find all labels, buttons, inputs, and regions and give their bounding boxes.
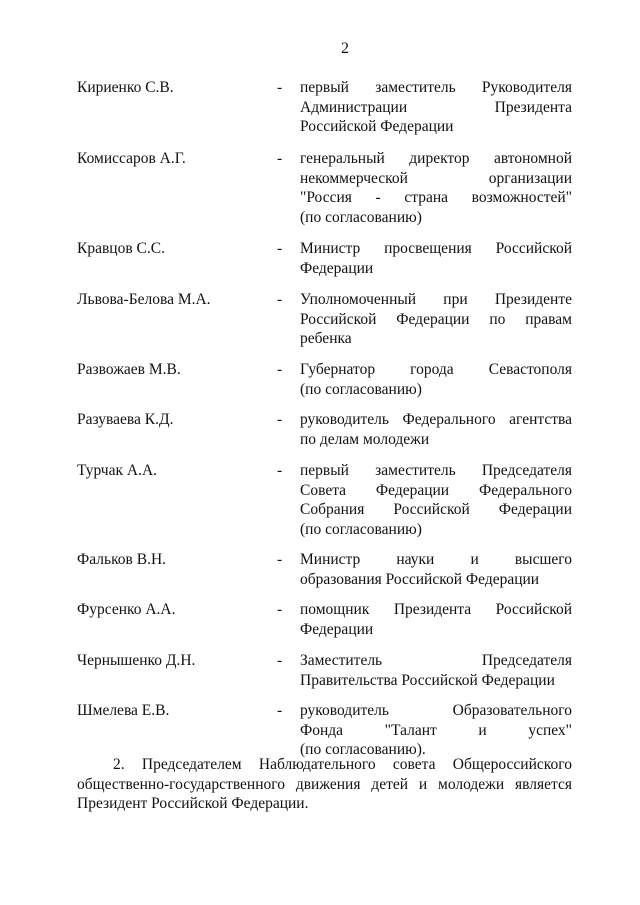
member-row — [77, 78, 572, 149]
role-line: руководитель Образовательного — [300, 702, 572, 719]
member-row — [77, 290, 572, 360]
member-role — [300, 290, 572, 349]
member-dash: - — [277, 291, 283, 308]
role-line: первый заместитель Председателя — [300, 462, 572, 479]
member-row — [77, 651, 572, 701]
member-role — [300, 550, 572, 589]
member-dash: - — [277, 240, 283, 257]
role-line: (по согласованию) — [300, 208, 422, 226]
role-line: руководитель Федерального агентства — [300, 411, 572, 428]
member-name: Чернышенко Д.Н. — [77, 652, 196, 669]
role-line: Российской Федерации — [300, 118, 454, 135]
member-name: Фурсенко А.А. — [77, 601, 176, 618]
role-line: Министр науки и высшего — [300, 551, 572, 568]
role-line: "Россия - страна возможностей" — [300, 189, 572, 206]
member-row — [77, 149, 572, 239]
member-role — [300, 360, 572, 399]
role-line: Федерации — [300, 620, 374, 638]
member-role — [300, 410, 572, 449]
member-name: Разуваева К.Д. — [77, 411, 174, 428]
paragraph-line: Президент Российской Федерации. — [77, 795, 309, 812]
role-line: Федерации — [300, 259, 374, 277]
member-name: Кириенко С.В. — [77, 79, 174, 96]
role-line: Российской Федерации по правам — [300, 310, 572, 328]
role-line: Собрания Российской Федерации — [300, 501, 572, 518]
member-row — [77, 461, 572, 550]
role-line: Фонда "Талант и успех" — [300, 721, 572, 739]
role-line: по делам молодежи — [300, 430, 430, 448]
role-line: Губернатор города Севастополя — [300, 361, 572, 378]
page-number: 2 — [341, 40, 349, 57]
role-line: Правительства Российской Федерации — [300, 671, 555, 689]
role-line: (по согласованию). — [300, 741, 426, 758]
member-role — [300, 701, 572, 760]
paragraph-line: 2. Председателем Наблюдательного совета Общероссийского — [113, 756, 572, 773]
member-dash: - — [277, 150, 283, 167]
member-dash: - — [277, 361, 283, 378]
member-dash: - — [277, 79, 283, 96]
member-dash: - — [277, 462, 283, 479]
role-line: Администрации Президента — [300, 98, 572, 116]
member-role — [300, 78, 572, 137]
role-line: некоммерческой организации — [300, 169, 572, 187]
member-row — [77, 600, 572, 651]
role-line: Министр просвещения Российской — [300, 240, 572, 257]
member-row — [77, 360, 572, 410]
role-line: помощник Президента Российской — [300, 601, 572, 618]
member-row — [77, 239, 572, 290]
member-name: Комиссаров А.Г. — [77, 150, 186, 167]
closing-paragraph — [77, 755, 572, 814]
member-name: Львова-Белова М.А. — [77, 291, 211, 308]
role-line: генеральный директор автономной — [300, 150, 572, 167]
member-row — [77, 410, 572, 461]
role-line: (по согласованию) — [300, 520, 422, 538]
member-role — [300, 461, 572, 539]
member-row — [77, 550, 572, 600]
role-line: Совета Федерации Федерального — [300, 481, 572, 499]
member-role — [300, 239, 572, 278]
role-line: первый заместитель Руководителя — [300, 79, 572, 96]
member-role — [300, 600, 572, 639]
member-dash: - — [277, 702, 283, 719]
member-name: Турчак А.А. — [77, 462, 158, 479]
member-role — [300, 651, 572, 690]
role-line: Заместитель Председателя — [300, 652, 572, 669]
member-name: Развожаев М.В. — [77, 361, 181, 378]
member-role — [300, 149, 572, 227]
role-line: ребенка — [300, 330, 352, 347]
member-dash: - — [277, 551, 283, 568]
role-line: (по согласованию) — [300, 380, 422, 398]
role-line: Уполномоченный при Президенте — [300, 291, 572, 308]
member-list — [77, 78, 572, 771]
role-line: образования Российской Федерации — [300, 570, 540, 588]
member-dash: - — [277, 652, 283, 669]
member-name: Шмелева Е.В. — [77, 702, 170, 719]
member-name: Кравцов С.С. — [77, 240, 165, 257]
member-dash: - — [277, 601, 283, 618]
paragraph-line: общественно-государственного движения детей и молодежи является — [77, 775, 572, 793]
member-name: Фальков В.Н. — [77, 551, 167, 568]
member-dash: - — [277, 411, 283, 428]
